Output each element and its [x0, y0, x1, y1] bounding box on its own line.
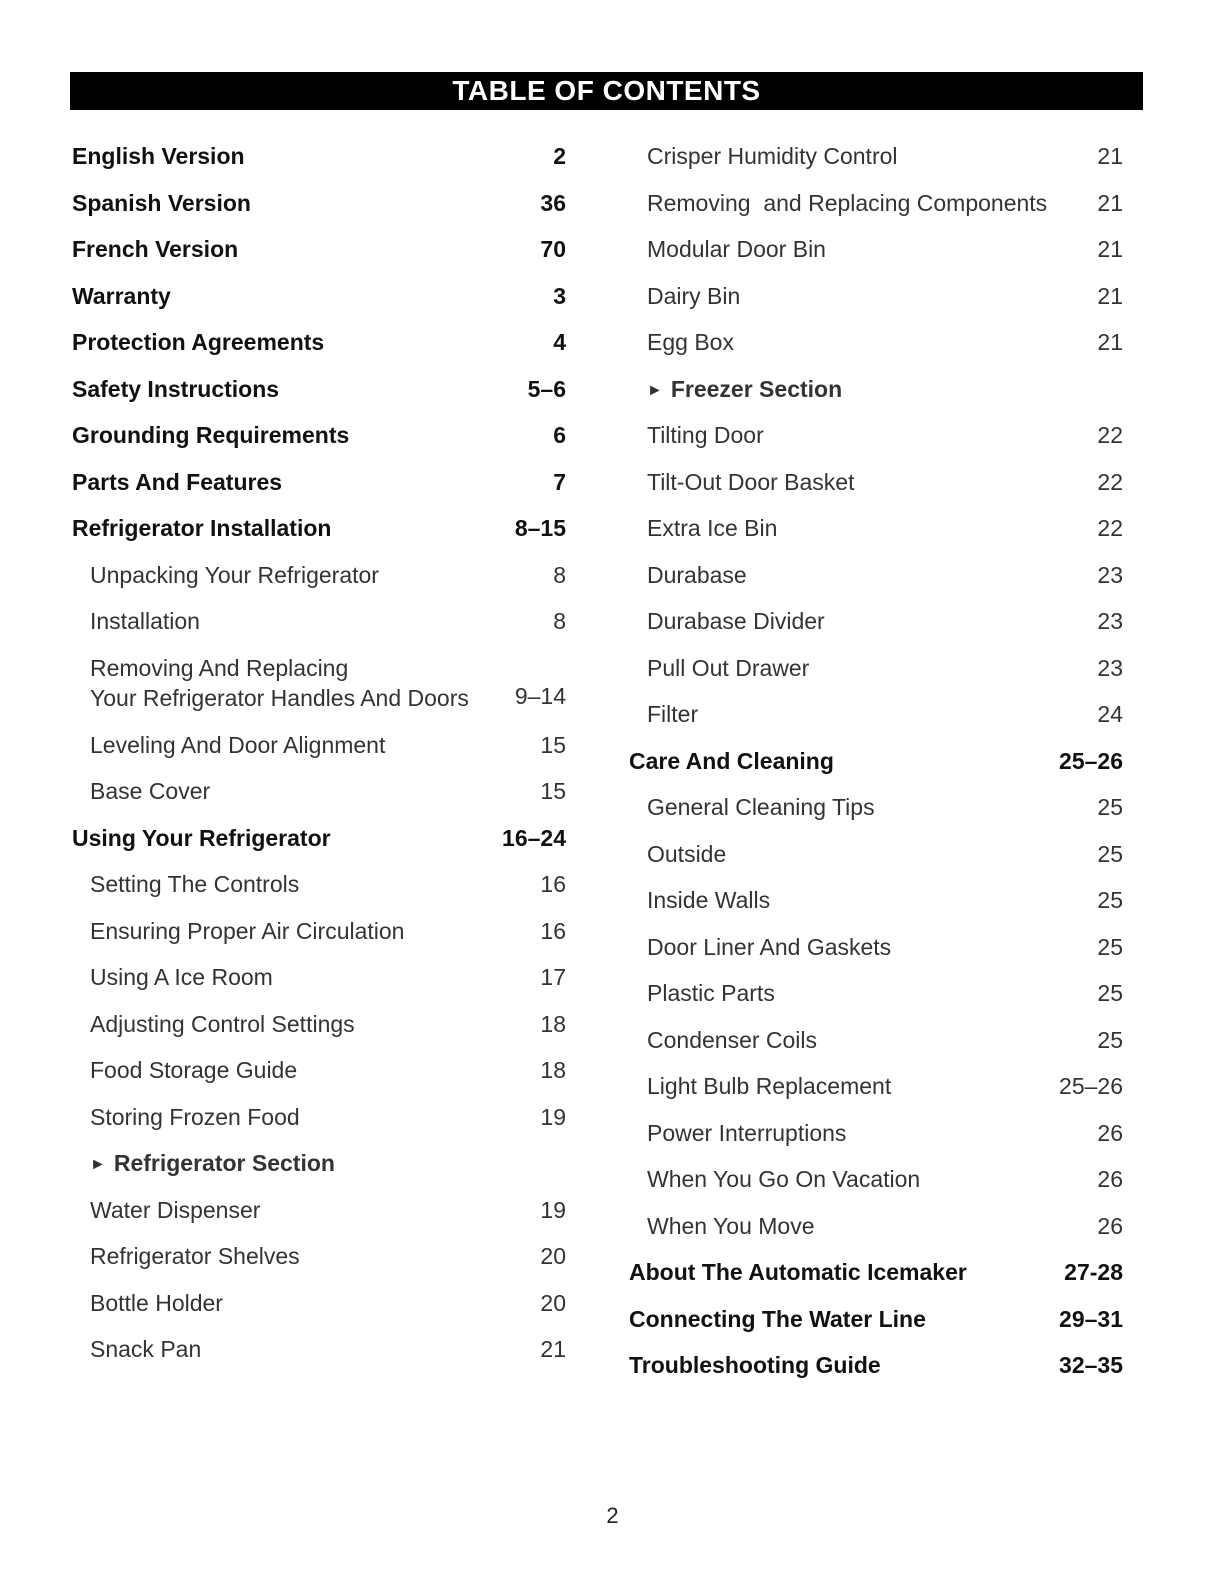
toc-entry-page: 16 — [540, 917, 566, 944]
toc-entry-page: 16–24 — [502, 824, 566, 851]
toc-entry-page: 22 — [1097, 515, 1123, 541]
toc-entry-setting-controls — [72, 862, 566, 909]
toc-entry-snack-pan — [72, 1327, 566, 1374]
toc-entry-label: Base Cover — [90, 778, 211, 804]
toc-entry-warranty — [72, 274, 566, 321]
toc-entry-label: Modular Door Bin — [647, 236, 826, 262]
toc-entry-page: 26 — [1097, 1166, 1123, 1192]
toc-entry-label: Protection Agreements — [72, 329, 325, 355]
toc-entry-page: 24 — [1097, 701, 1123, 727]
toc-entry-page: 15 — [540, 731, 566, 758]
toc-entry-page: 20 — [540, 1243, 566, 1269]
toc-entry-dairy-bin — [629, 274, 1123, 321]
toc-entry-base-cover — [72, 769, 566, 816]
toc-entry-care-and-cleaning — [629, 739, 1123, 786]
toc-entry-page: 8 — [553, 608, 566, 634]
toc-entry-page: 22 — [1097, 422, 1123, 448]
toc-entry-label: Parts And Features — [72, 468, 283, 495]
toc-entry-page: 25 — [1097, 794, 1123, 820]
toc-entry-label: Tilt-Out Door Basket — [647, 468, 855, 495]
toc-entry-page: 25 — [1097, 933, 1123, 960]
toc-entry-page: 20 — [540, 1289, 566, 1316]
toc-entry-label: French Version — [72, 236, 239, 262]
toc-entry-page: 32–35 — [1059, 1352, 1123, 1378]
toc-right-column — [629, 134, 1123, 1390]
toc-entry-french-version — [72, 227, 566, 274]
toc-entry-page: 21 — [1097, 189, 1123, 216]
toc-entry-label: Storing Frozen Food — [90, 1103, 300, 1130]
toc-entry-page: 25 — [1097, 840, 1123, 867]
toc-entry-tilting-door — [629, 413, 1123, 460]
toc-entry-page: 25 — [1097, 887, 1123, 913]
toc-entry-label: Bottle Holder — [90, 1289, 223, 1316]
toc-entry-page: 21 — [540, 1336, 566, 1362]
toc-entry-durabase — [629, 553, 1123, 600]
toc-entry-label: Dairy Bin — [647, 282, 741, 309]
toc-entry-when-you-move — [629, 1204, 1123, 1251]
toc-entry-label: Durabase — [647, 561, 747, 588]
toc-entry-page: 19 — [540, 1103, 566, 1130]
toc-entry-modular-door-bin — [629, 227, 1123, 274]
toc-entry-label: Food Storage Guide — [90, 1057, 298, 1083]
toc-entry-vacation — [629, 1157, 1123, 1204]
arrow-right-icon: ► — [647, 381, 663, 399]
toc-entry-frozen-food — [72, 1095, 566, 1142]
arrow-right-icon: ► — [90, 1156, 106, 1173]
toc-entry-page: 21 — [1097, 329, 1123, 355]
toc-entry-tilt-out-basket — [629, 460, 1123, 507]
toc-entry-extra-ice-bin — [629, 506, 1123, 553]
toc-entry-label: Condenser Coils — [647, 1026, 818, 1053]
toc-entry-page: 27-28 — [1064, 1259, 1123, 1285]
toc-entry-page: 3 — [553, 282, 566, 309]
toc-entry-label: Water Dispenser — [90, 1196, 261, 1223]
toc-entry-pull-out-drawer — [629, 646, 1123, 693]
toc-entry-label: Safety Instructions — [72, 375, 280, 402]
toc-entry-page: 5–6 — [527, 375, 566, 402]
toc-entry-label: Pull Out Drawer — [647, 654, 810, 681]
toc-entry-unpacking — [72, 553, 566, 600]
toc-entry-crisper-humidity — [629, 134, 1123, 181]
toc-entry-page: 16 — [540, 871, 566, 897]
toc-entry-water-line — [629, 1297, 1123, 1344]
toc-entry-label: Inside Walls — [647, 887, 771, 913]
toc-entry-adjusting-controls — [72, 1002, 566, 1049]
toc-entry-removing-replacing-handles — [72, 646, 566, 723]
toc-entry-label: Extra Ice Bin — [647, 515, 778, 541]
toc-entry-page: 29–31 — [1059, 1305, 1123, 1332]
toc-entry-outside — [629, 832, 1123, 879]
toc-entry-page: 15 — [540, 778, 566, 804]
toc-entry-label: Setting The Controls — [90, 871, 300, 897]
toc-entry-label: English Version — [72, 143, 245, 169]
toc-entry-label: Power Interruptions — [647, 1119, 847, 1146]
toc-entry-page: 36 — [540, 189, 566, 216]
toc-entry-egg-box — [629, 320, 1123, 367]
toc-section-text: Freezer Section — [670, 375, 843, 402]
toc-entry-page: 23 — [1097, 654, 1123, 681]
toc-entry-refrigerator-installation — [72, 506, 566, 553]
toc-entry-durabase-divider — [629, 599, 1123, 646]
toc-entry-label: Refrigerator Installation — [72, 515, 332, 541]
toc-entry-label: Using A Ice Room — [90, 964, 273, 990]
toc-entry-label: Outside — [647, 840, 727, 867]
toc-entry-label: About The Automatic Icemaker — [629, 1259, 967, 1285]
toc-entry-page: 23 — [1097, 561, 1123, 588]
toc-entry-label: Using Your Refrigerator — [72, 824, 331, 851]
toc-entry-label: Door Liner And Gaskets — [647, 933, 892, 960]
toc-entry-label: Grounding Requirements — [72, 422, 350, 448]
toc-section-label — [647, 376, 842, 403]
toc-entry-label: Durabase Divider — [647, 608, 825, 634]
page-title: TABLE OF CONTENTS — [70, 72, 1143, 110]
toc-entry-spanish-version — [72, 181, 566, 228]
toc-entry-page: 70 — [540, 236, 566, 262]
toc-entry-water-dispenser — [72, 1188, 566, 1235]
toc-entry-page: 25–26 — [1059, 747, 1123, 774]
toc-entry-bottle-holder — [72, 1281, 566, 1328]
toc-entry-page: 18 — [540, 1010, 566, 1037]
toc-entry-grounding-requirements — [72, 413, 566, 460]
toc-entry-filter — [629, 692, 1123, 739]
toc-entry-light-bulb — [629, 1064, 1123, 1111]
toc-section-freezer — [629, 367, 1123, 414]
toc-entry-label: Refrigerator Shelves — [90, 1243, 300, 1269]
toc-entry-page: 4 — [553, 329, 566, 355]
toc-entry-label: Leveling And Door Alignment — [90, 731, 386, 758]
toc-entry-page: 17 — [540, 964, 566, 990]
toc-entry-english-version — [72, 134, 566, 181]
toc-entry-door-liner — [629, 925, 1123, 972]
toc-entry-page: 9–14 — [514, 682, 566, 709]
toc-entry-general-cleaning — [629, 785, 1123, 832]
toc-entry-label: When You Move — [647, 1212, 815, 1239]
toc-entry-inside-walls — [629, 878, 1123, 925]
toc-entry-page: 6 — [553, 422, 566, 448]
toc-entry-ice-room — [72, 955, 566, 1002]
toc-entry-label: Care And Cleaning — [629, 747, 834, 774]
toc-entry-label: Light Bulb Replacement — [647, 1073, 892, 1099]
toc-entry-page: 26 — [1097, 1119, 1123, 1146]
toc-entry-using-your-refrigerator — [72, 816, 566, 863]
toc-entry-removing-components — [629, 181, 1123, 228]
toc-entry-page: 25 — [1097, 980, 1123, 1006]
toc-entry-label: Plastic Parts — [647, 980, 775, 1006]
toc-entry-page: 25 — [1097, 1026, 1123, 1053]
toc-entry-label: Snack Pan — [90, 1336, 202, 1362]
toc-section-label — [90, 1150, 335, 1177]
toc-entry-label-line-2: Your Refrigerator Handles And Doors — [90, 684, 469, 711]
toc-entry-page: 25–26 — [1059, 1073, 1123, 1099]
toc-entry-protection-agreements — [72, 320, 566, 367]
toc-entry-power-interruptions — [629, 1111, 1123, 1158]
toc-entry-page: 26 — [1097, 1212, 1123, 1239]
toc-entry-air-circulation — [72, 909, 566, 956]
toc-section-text: Refrigerator Section — [113, 1150, 335, 1176]
toc-entry-label: Egg Box — [647, 329, 734, 355]
toc-entry-parts-and-features — [72, 460, 566, 507]
page-number: 2 — [606, 1503, 619, 1528]
toc-entry-page: 21 — [1097, 143, 1123, 169]
toc-entry-label-line-1: Removing And Replacing — [90, 654, 349, 681]
toc-entry-label: Warranty — [72, 282, 171, 309]
toc-entry-label: General Cleaning Tips — [647, 794, 875, 820]
toc-entry-page: 18 — [540, 1057, 566, 1083]
toc-entry-label: Connecting The Water Line — [629, 1305, 926, 1332]
toc-entry-label: Filter — [647, 701, 699, 727]
toc-entry-label: Crisper Humidity Control — [647, 143, 898, 169]
toc-entry-safety-instructions — [72, 367, 566, 414]
toc-entry-troubleshooting — [629, 1343, 1123, 1390]
toc-entry-label: Ensuring Proper Air Circulation — [90, 917, 405, 944]
toc-entry-page: 21 — [1097, 282, 1123, 309]
toc-entry-label: Installation — [90, 608, 200, 634]
toc-section-refrigerator — [72, 1141, 566, 1188]
toc-entry-label: Adjusting Control Settings — [90, 1010, 355, 1037]
toc-entry-installation — [72, 599, 566, 646]
toc-entry-label: Spanish Version — [72, 189, 251, 216]
toc-entry-page: 8–15 — [514, 515, 566, 541]
toc-entry-label: Tilting Door — [647, 422, 764, 448]
toc-entry-page: 23 — [1097, 608, 1123, 634]
toc-entry-label: When You Go On Vacation — [647, 1166, 921, 1192]
toc-entry-page: 8 — [553, 561, 566, 588]
toc-left-column — [72, 134, 566, 1374]
toc-entry-label: Removing and Replacing Components — [647, 189, 1048, 216]
toc-entry-label: Troubleshooting Guide — [629, 1352, 881, 1378]
toc-entry-page: 21 — [1097, 236, 1123, 262]
toc-entry-leveling — [72, 723, 566, 770]
toc-entry-page: 7 — [553, 468, 566, 495]
toc-entry-label: Unpacking Your Refrigerator — [90, 561, 379, 588]
toc-entry-shelves — [72, 1234, 566, 1281]
toc-entry-food-storage — [72, 1048, 566, 1095]
toc-entry-condenser-coils — [629, 1018, 1123, 1065]
toc-entry-automatic-icemaker — [629, 1250, 1123, 1297]
toc-entry-label — [90, 653, 469, 713]
toc-entry-page: 22 — [1097, 468, 1123, 495]
toc-entry-plastic-parts — [629, 971, 1123, 1018]
toc-entry-page: 2 — [553, 143, 566, 169]
toc-entry-page: 19 — [540, 1196, 566, 1223]
